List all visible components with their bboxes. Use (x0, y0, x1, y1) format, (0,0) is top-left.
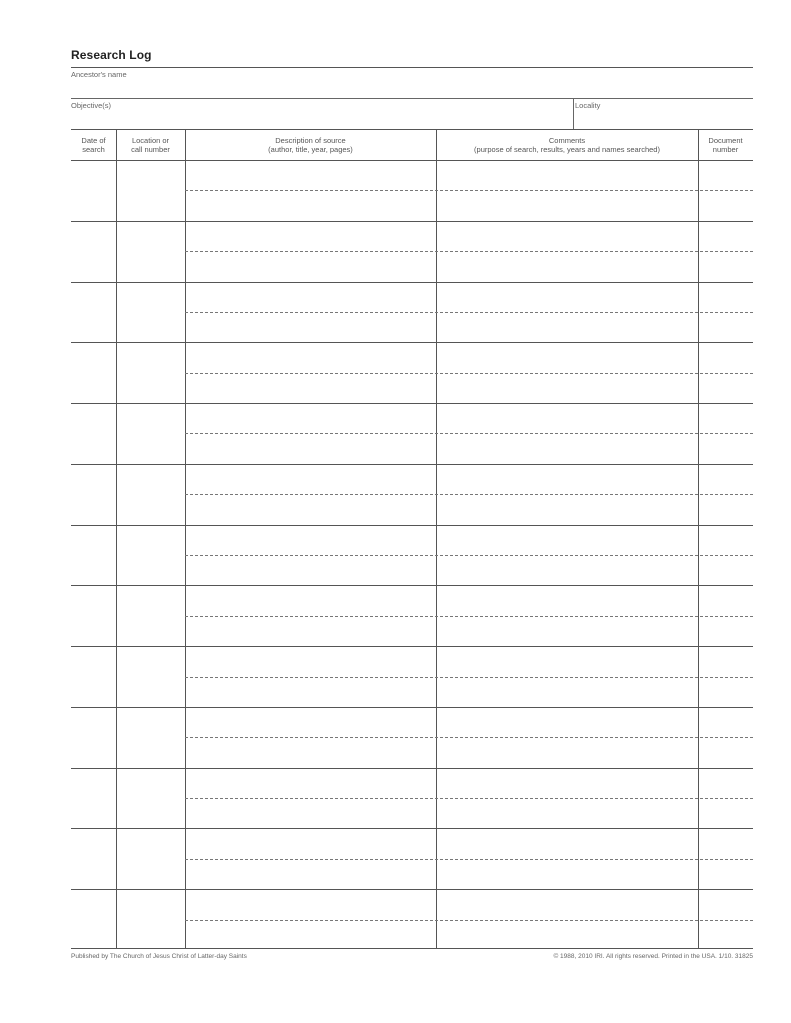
header-comments (436, 130, 698, 160)
header-line: Comments (548, 136, 586, 145)
row-midline (185, 798, 753, 799)
row-midline (185, 737, 753, 738)
header-line: search (82, 145, 105, 154)
page-title: Research Log (71, 48, 152, 62)
header-line: Description of source (275, 136, 346, 145)
header-line: call number (131, 145, 170, 154)
ancestor-name-field[interactable] (71, 98, 753, 99)
row-midline (185, 677, 753, 678)
header-line: Date of (81, 136, 106, 145)
header-date-of-search (71, 130, 116, 160)
header-line: number (712, 145, 739, 154)
publisher-note: Published by The Church of Jesus Christ of Latter-day Saints (71, 953, 247, 960)
header-document-number (698, 130, 753, 160)
row-midline (185, 373, 753, 374)
objectives-label: Objective(s) (71, 101, 112, 110)
row-midline (185, 251, 753, 252)
row-midline (185, 494, 753, 495)
row-midline (185, 433, 753, 434)
header-line: (purpose of search, results, years and names searched) (474, 145, 660, 154)
ancestor-name-label: Ancestor's name (71, 70, 127, 79)
research-log-table (71, 129, 753, 949)
row-midline (185, 555, 753, 556)
header-description-of-source (185, 130, 436, 160)
row-midline (185, 616, 753, 617)
copyright-note: © 1988, 2010 IRI. All rights reserved. Printed in the USA. 1/10. 31825 (553, 953, 753, 960)
row-midline (185, 190, 753, 191)
locality-divider (573, 99, 574, 129)
header-location-call-number (116, 130, 185, 160)
title-rule (71, 67, 753, 68)
header-line: Document (708, 136, 743, 145)
locality-label: Locality (575, 101, 601, 110)
research-log-form (71, 0, 753, 1023)
row-midline (185, 920, 753, 921)
header-line: (author, title, year, pages) (268, 145, 353, 154)
header-line: Location or (131, 136, 170, 145)
row-midline (185, 859, 753, 860)
row-midline (185, 312, 753, 313)
